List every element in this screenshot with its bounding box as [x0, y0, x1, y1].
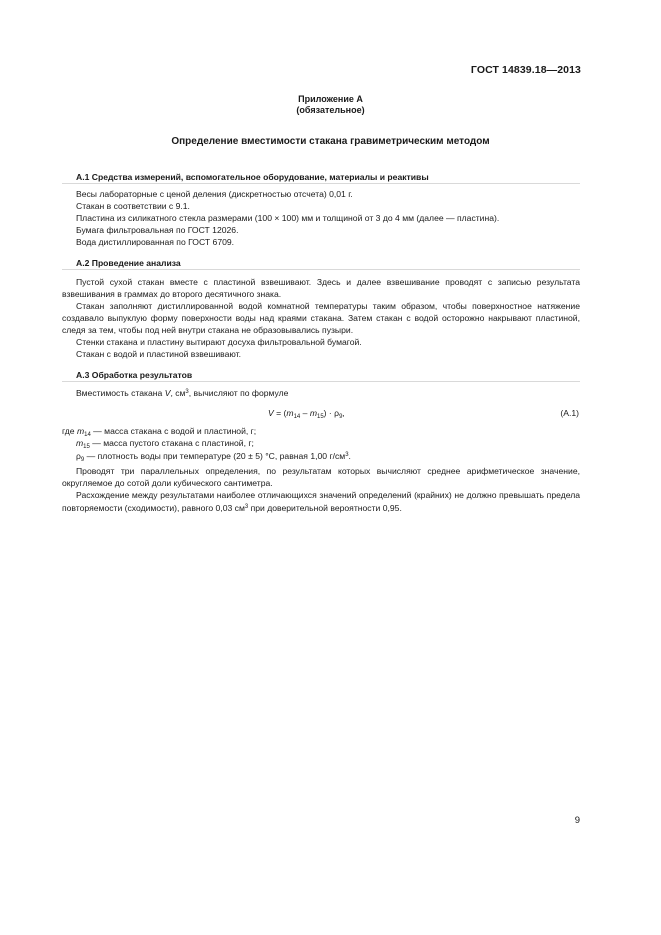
where-m15: $m_{15}$ — масса пустого стакана с пластиной, г;: [76, 438, 254, 450]
divider: [62, 381, 580, 382]
formula-number: (А.1): [560, 408, 579, 418]
a1-item-3: Пластина из силикатного стекла размерами (100 × 100) мм и толщиной от 3 до 4 мм (далее — пластина).: [76, 213, 500, 223]
a2-paragraph-1: Пустой сухой стакан вместе с пластиной взвешивают. Здесь и далее взвешивание проводят с записью результата взвешивания в граммах до второго десятичного знака.: [62, 277, 580, 299]
divider: [62, 183, 580, 184]
page-number: 9: [574, 815, 580, 826]
standard-code: ГОСТ 14839.18—2013: [470, 64, 581, 76]
a3-paragraph-1: Проводят три параллельных определения, по результатам которых вычисляют среднее арифметическое значение, округляемое до сотой доли кубического сантиметра.: [62, 466, 580, 488]
divider: [62, 269, 580, 270]
section-a1-heading: А.1 Средства измерений, вспомогательное оборудование, материалы и реактивы: [76, 172, 429, 182]
a1-item-2: Стакан в соответствии с 9.1.: [76, 201, 190, 211]
section-a2-heading: А.2 Проведение анализа: [76, 258, 181, 268]
a1-item-5: Вода дистиллированная по ГОСТ 6709.: [76, 237, 235, 247]
where-m14: где $m_{14}$ — масса стакана с водой и пластиной, г;: [62, 426, 257, 438]
main-title: Определение вместимости стакана гравиметрическим методом: [171, 136, 490, 147]
formula: $V = (m_{14} - m_{15}) \cdot \rho_9$,: [268, 408, 345, 420]
section-a3-heading: А.3 Обработка результатов: [76, 370, 193, 380]
a3-intro: Вместимость стакана V, $см^3$, вычисляют по формуле: [76, 388, 289, 398]
a1-item-4: Бумага фильтровальная по ГОСТ 12026.: [76, 225, 239, 235]
a2-paragraph-2: Стакан заполняют дистиллированной водой комнатной температуры таким образом, чтобы поверхностное натяжение создавало выпуклую форму поверхности воды над краями стакана. Затем стакан с водой осторожно накрывают пластиной, следя за тем, чтобы под ней внутри стакана не образовывались пузыри.: [62, 301, 580, 335]
a3-paragraph-2: Расхождение между результатами наиболее отличающихся значений определений (крайних) не должно превышать предела повторяемости (сходимости), равного 0,03 $см^3$ при доверительной вероятности 0,95.: [62, 490, 580, 513]
where-rho: $\rho_9$ — плотность воды при температуре (20 ± 5) °С, равная 1,00 $г/см^3$.: [76, 451, 351, 463]
a1-item-1: Весы лабораторные с ценой деления (дискретностью отсчета) 0,01 г.: [76, 189, 353, 199]
appendix-title: Приложение А: [298, 94, 363, 104]
appendix-status: (обязательное): [296, 105, 365, 115]
a2-paragraph-4: Стакан с водой и пластиной взвешивают.: [76, 349, 242, 359]
a2-paragraph-3: Стенки стакана и пластину вытирают досуха фильтровальной бумагой.: [76, 337, 362, 347]
